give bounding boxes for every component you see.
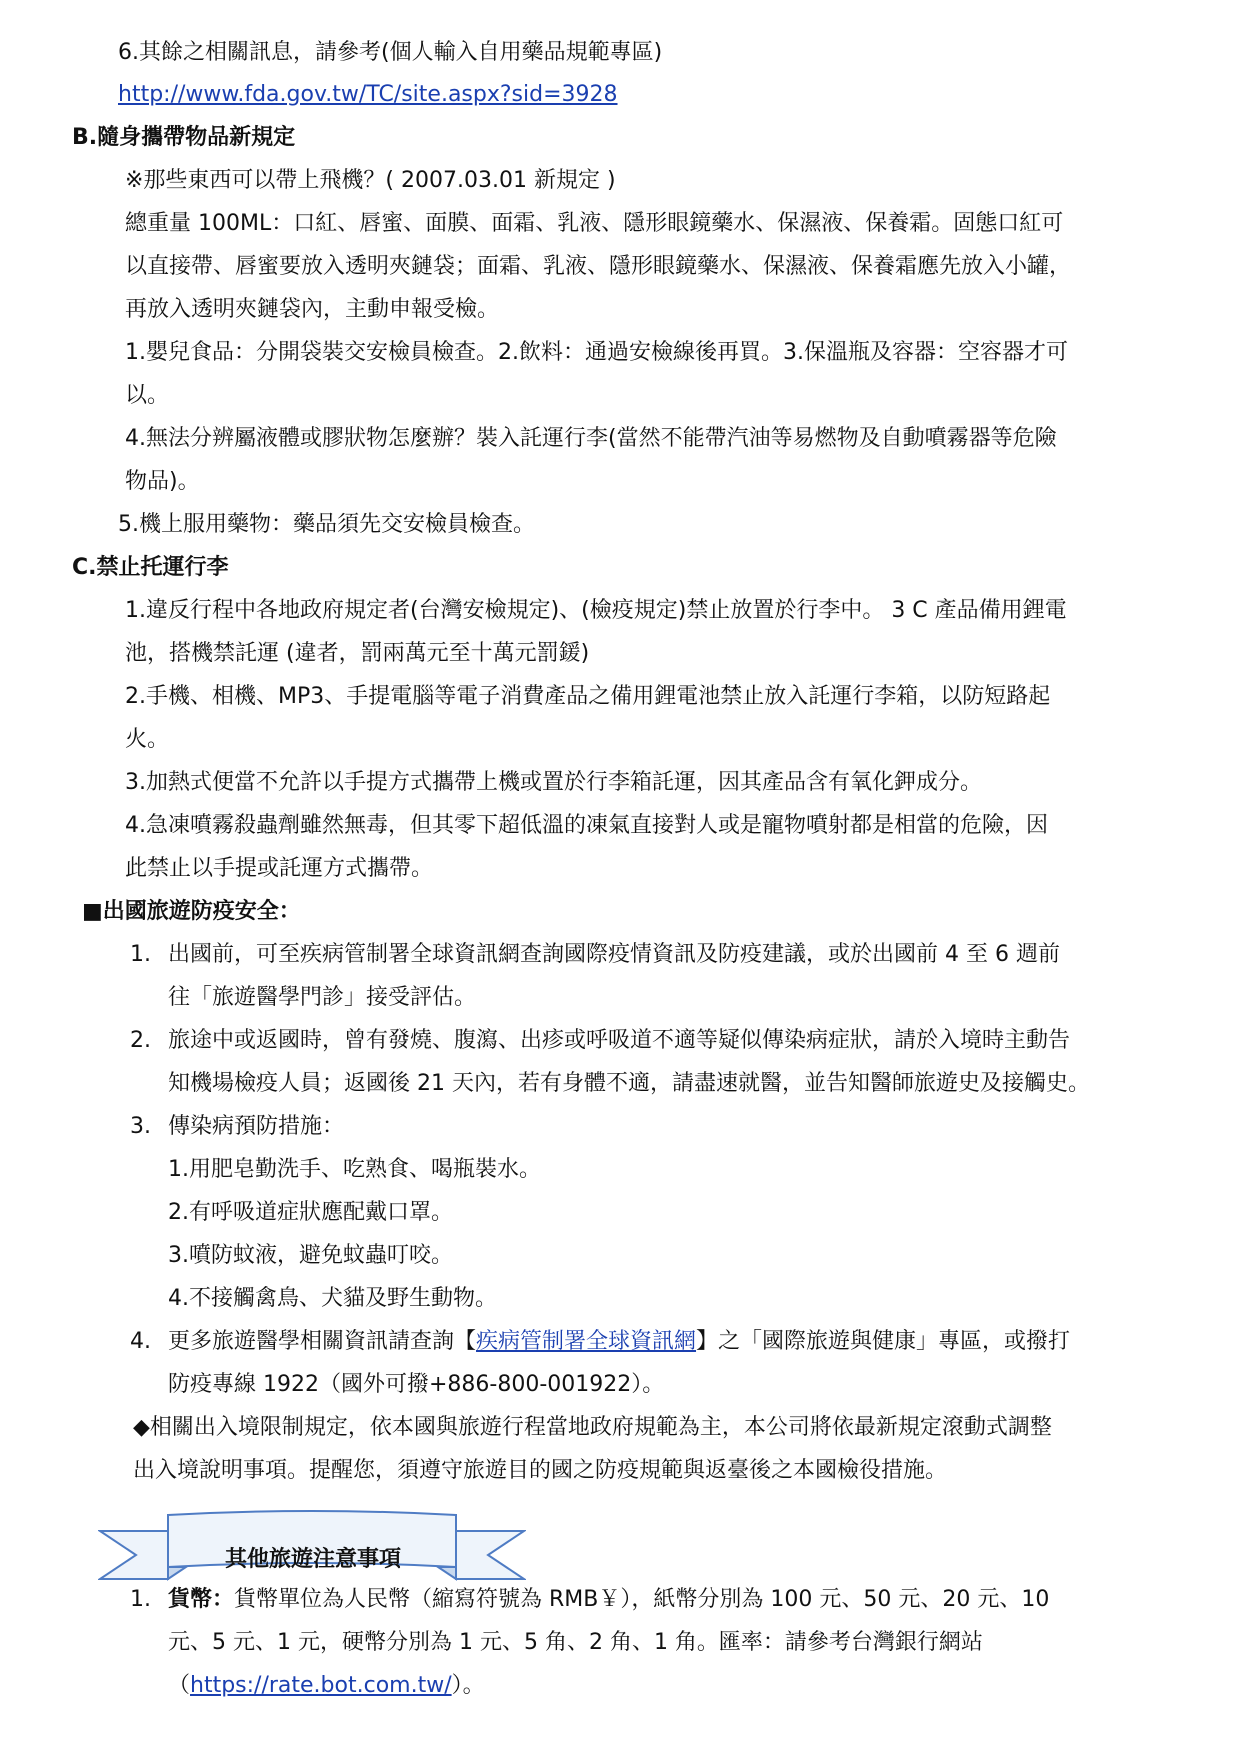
section-c-item3: 3.加熱式便當不允許以手提方式攜帶上機或置於行李箱託運，因其產品含有氧化鉀成分。 [125, 770, 982, 795]
other-item1-line-3 [168, 1671, 485, 1701]
currency-label: 貨幣： [168, 1587, 235, 1612]
epidemic-item1-line-1: 出國前，可至疾病管制署全球資訊網查詢國際疫情資訊及防疫建議，或於出國前 4 至 6 週前 [168, 942, 1060, 967]
other-item1-line-2: 元、5 元、1 元，硬幣分別為 1 元、5 角、2 角、1 角。匯率：請參考台灣銀行網站 [168, 1630, 983, 1655]
prevention-measure-1: 1.用肥皂勤洗手、吃熟食、喝瓶裝水。 [168, 1157, 541, 1182]
paren-close: ）。 [451, 1673, 485, 1698]
prevention-measure-3: 3.噴防蚊液，避免蚊蟲叮咬。 [168, 1243, 453, 1268]
prevention-measure-2: 2.有呼吸道症狀應配戴口罩。 [168, 1200, 453, 1225]
section-a-item6-text: 6.其餘之相關訊息，請參考(個人輸入自用藥品規範專區) [118, 40, 663, 65]
fda-link[interactable]: http://www.fda.gov.tw/TC/site.aspx?sid=3928 [118, 82, 618, 107]
section-c-item4-line-2: 此禁止以手提或託運方式攜帶。 [125, 856, 434, 881]
epidemic-item4-line-2: 防疫專線 1922（國外可撥+886-800-001922）。 [168, 1372, 665, 1397]
epidemic-item4-post: 】之「國際旅遊與健康」專區，或撥打 [696, 1329, 1071, 1354]
section-b-heading: B.隨身攜帶物品新規定 [72, 125, 296, 150]
epidemic-item1-line-2: 往「旅遊醫學門診」接受評估。 [168, 985, 477, 1010]
section-b-item4-line-2: 物品)。 [125, 469, 200, 494]
section-b-para-line-3: 再放入透明夾鏈袋內，主動申報受檢。 [125, 297, 500, 322]
section-b-note: ※那些東西可以帶上飛機？( 2007.03.01 新規定 ) [125, 168, 616, 193]
banner-title: 其他旅遊注意事項 [224, 1547, 401, 1572]
section-b-item123-line-1: 1.嬰兒食品：分開袋裝交安檢員檢查。2.飲料：通過安檢線後再買。3.保溫瓶及容器：空容器才可 [125, 340, 1068, 365]
section-b-para-line-2: 以直接帶、唇蜜要放入透明夾鏈袋；面霜、乳液、隱形眼鏡藥水、保濕液、保養霜應先放入小罐， [125, 254, 1072, 279]
section-c-heading: C.禁止托運行李 [72, 555, 229, 580]
other-item1-number: 1. [130, 1587, 151, 1612]
section-b-item5: 5.機上服用藥物：藥品須先交安檢員檢查。 [118, 512, 535, 537]
epidemic-heading: ■出國旅遊防疫安全： [82, 899, 301, 924]
section-b-item4-line-1: 4.無法分辨屬液體或膠狀物怎麼辦？裝入託運行李(當然不能帶汽油等易燃物及自動噴霧器等危險 [125, 426, 1057, 451]
epidemic-item2-line-2: 知機場檢疫人員；返國後 21 天內，若有身體不適，請盡速就醫，並告知醫師旅遊史及接觸史。 [168, 1071, 1090, 1096]
section-c-item2-line-1: 2.手機、相機、MP3、手提電腦等電子消費產品之備用鋰電池禁止放入託運行李箱，以防短路起 [125, 684, 1051, 709]
section-c-item4-line-1: 4.急凍噴霧殺蟲劑雖然無毒，但其零下超低溫的凍氣直接對人或是寵物噴射都是相當的危險，因 [125, 813, 1048, 838]
epidemic-item3-number: 3. [130, 1114, 151, 1139]
bank-rate-link[interactable]: https://rate.bot.com.tw/ [190, 1673, 452, 1698]
notice-line-2: 出入境說明事項。提醒您，須遵守旅遊目的國之防疫規範與返臺後之本國檢役措施。 [133, 1458, 948, 1483]
paren-open: （ [168, 1673, 191, 1698]
prevention-measure-4: 4.不接觸禽鳥、犬貓及野生動物。 [168, 1286, 497, 1311]
epidemic-item2-number: 2. [130, 1028, 151, 1053]
section-c-item1-line-2: 池，搭機禁託運 (違者，罰兩萬元至十萬元罰鍰) [125, 641, 590, 666]
section-c-item2-line-2: 火。 [125, 727, 170, 752]
epidemic-item4-pre: 更多旅遊醫學相關資訊請查詢【 [168, 1329, 477, 1354]
epidemic-item1-number: 1. [130, 942, 151, 967]
section-c-item1-line-1: 1.違反行程中各地政府規定者(台灣安檢規定)、(檢疫規定)禁止放置於行李中。 3 C 產品備用鋰電 [125, 598, 1067, 623]
notice-line-1: ◆相關出入境限制規定，依本國與旅遊行程當地政府規範為主，本公司將依最新規定滾動式調整 [133, 1415, 1052, 1440]
section-b-item123-line-2: 以。 [125, 383, 170, 408]
currency-text: 貨幣單位為人民幣（縮寫符號為 RMB￥），紙幣分別為 100 元、50 元、20 元、10 [234, 1587, 1050, 1612]
section-b-para-line-1: 總重量 100ML：口紅、唇蜜、面膜、面霜、乳液、隱形眼鏡藥水、保濕液、保養霜。固態口紅可 [125, 211, 1064, 236]
epidemic-item3-title: 傳染病預防措施： [168, 1114, 345, 1139]
epidemic-item4-number: 4. [130, 1329, 151, 1354]
epidemic-item2-line-1: 旅途中或返國時，曾有發燒、腹瀉、出疹或呼吸道不適等疑似傳染病症狀，請於入境時主動告 [168, 1028, 1071, 1053]
other-item1-line-1 [168, 1585, 1049, 1615]
epidemic-item4-line-1 [168, 1327, 1070, 1357]
cdc-website-link[interactable]: 疾病管制署全球資訊網 [476, 1329, 697, 1354]
